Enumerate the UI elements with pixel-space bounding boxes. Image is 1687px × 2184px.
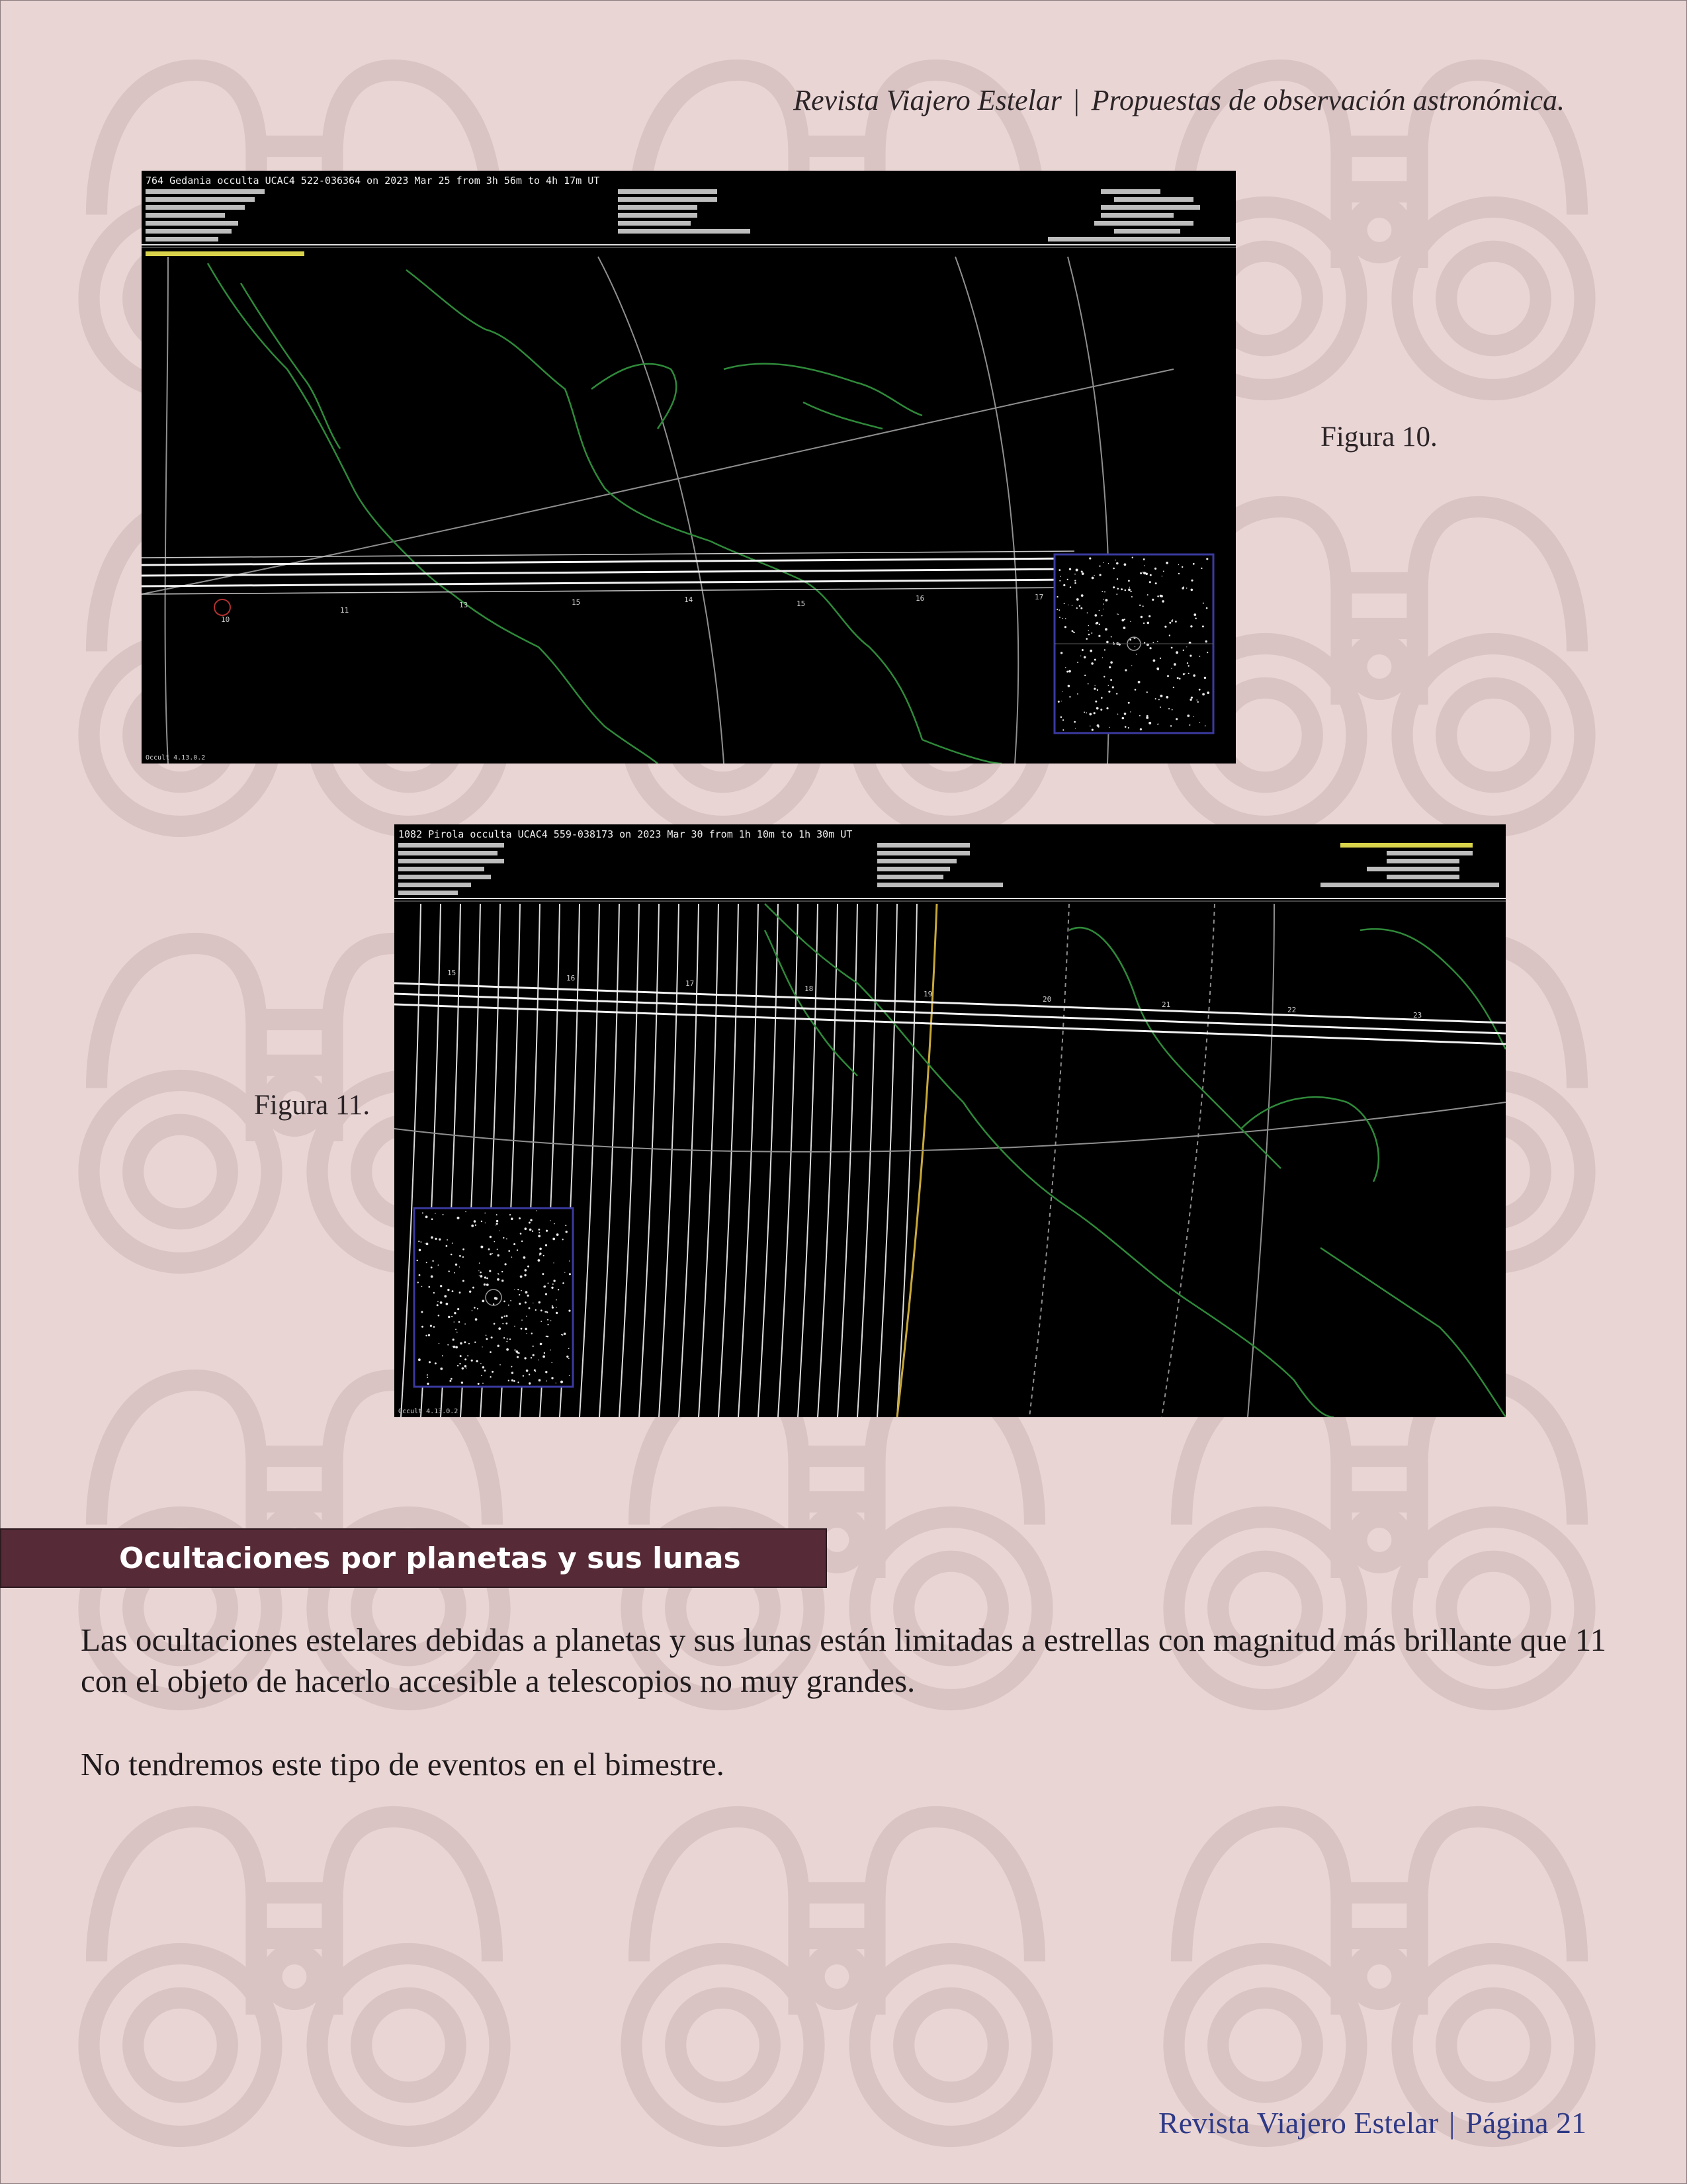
svg-text:17: 17: [685, 979, 695, 988]
figure-10-title-line: 764 Gedania occulta UCAC4 522-036364 on 2023 Mar 25 from 3h 56m to 4h 17m UT: [146, 175, 600, 187]
svg-text:23: 23: [1413, 1011, 1422, 1020]
svg-text:21: 21: [1162, 1000, 1171, 1009]
header-magazine: Revista Viajero Estelar: [793, 84, 1062, 116]
figure-10-version: Occult 4.13.0.2: [146, 754, 206, 762]
figure-10-caption: Figura 10.: [1320, 421, 1438, 453]
svg-text:19: 19: [924, 990, 933, 998]
svg-text:11: 11: [340, 606, 349, 615]
svg-text:14: 14: [684, 595, 693, 604]
svg-text:10: 10: [221, 615, 230, 624]
figure-10-image: [142, 171, 1236, 764]
section-title: Ocultaciones por planetas y sus lunas: [119, 1542, 741, 1575]
svg-text:15: 15: [797, 599, 806, 608]
figure-11-title-line: 1082 Pirola occulta UCAC4 559-038173 on 2023 Mar 30 from 1h 10m to 1h 30m UT: [398, 828, 853, 840]
svg-text:15: 15: [447, 969, 456, 977]
section-heading-bar: [0, 1528, 827, 1588]
svg-text:16: 16: [566, 974, 576, 983]
svg-text:22: 22: [1287, 1006, 1297, 1014]
svg-text:16: 16: [916, 594, 925, 603]
page-number: Página 21: [1465, 2106, 1586, 2140]
svg-text:20: 20: [1043, 995, 1052, 1004]
svg-text:18: 18: [804, 984, 814, 993]
footer-separator: |: [1449, 2106, 1455, 2140]
figure-11-version: Occult 4.13.0.2: [398, 1408, 458, 1415]
paragraph-2: No tendremos este tipo de eventos en el bimestre.: [81, 1746, 724, 1782]
svg-text:17: 17: [1035, 593, 1044, 601]
header-section: Propuestas de observación astronómica.: [1091, 84, 1565, 116]
figure-11-caption: Figura 11.: [254, 1090, 370, 1121]
running-header: [793, 83, 1565, 117]
header-separator: |: [1073, 84, 1080, 116]
svg-text:13: 13: [459, 601, 468, 609]
paragraph-1: Las ocultaciones estelares debidas a planetas y sus lunas están limitadas a estrellas con magnitud más brillante que 11 con el objeto de hacerlo accesible a telescopios no muy grandes.: [81, 1622, 1606, 1699]
running-footer: [1158, 2105, 1586, 2140]
footer-magazine: Revista Viajero Estelar: [1158, 2106, 1439, 2140]
figure-11-image: [394, 824, 1506, 1417]
svg-text:15: 15: [572, 598, 581, 607]
